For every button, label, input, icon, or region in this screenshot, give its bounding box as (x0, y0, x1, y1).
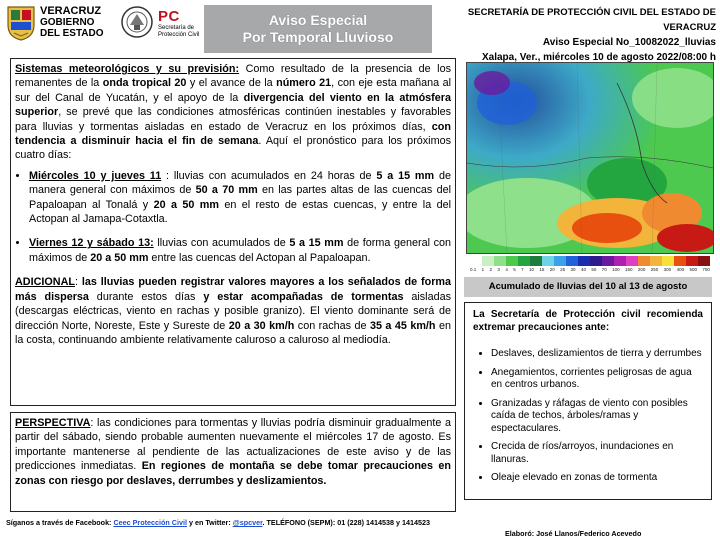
text-run: en la costa, continuando ambiente relativamente caluroso a caluroso al mediodía. (15, 319, 452, 346)
veracruz-shield-icon (6, 5, 36, 41)
legend-swatch (590, 256, 602, 266)
recommendations-head: La Secretaría de Protección civil recomienda extremar precauciones ante: (473, 309, 703, 333)
legend-tick: 250 (650, 267, 659, 272)
legend-swatch (686, 256, 698, 266)
legend-tick: 40 (580, 267, 586, 272)
text-run: durante estos días (88, 290, 204, 303)
banner-line1: Aviso Especial (268, 12, 368, 28)
footer-text: y en Twitter: (186, 518, 233, 527)
pc-subtitle: Secretaría de Protección Civil (158, 25, 200, 38)
legend-tick: 150 (625, 267, 633, 272)
twitter-link[interactable]: @spcver (232, 518, 263, 527)
recommendations-box (464, 302, 712, 500)
text-run: : las condiciones para tormentas y lluvias podría disminuir gradualmente a partir del sábado, siendo probable aumenten nuevamente el miércoles 17 de agosto. Es importante mantenerse al pendiente de las actualizaciones de este aviso y de las predicciones inmediatas. (15, 417, 451, 473)
text-run: : (74, 276, 82, 289)
text-run: . Aquí el pronóstico para los próximos cuatro días: (15, 135, 451, 162)
legend-swatch (626, 256, 638, 266)
veracruz-government-logo (6, 5, 106, 41)
legend-swatch (530, 256, 542, 266)
veracruz-title: VERACRUZ (40, 5, 102, 17)
sistemas-heading: Sistemas meteorológicos y su previsión: (15, 63, 240, 75)
day1-label: Miércoles 10 y jueves 11 (29, 169, 162, 182)
recommendation-item: • Crecida de ríos/arroyos, inundaciones en llanuras. (491, 441, 703, 466)
sistemas-section (10, 58, 456, 406)
legend-swatch (470, 256, 482, 266)
text-run-bold: 20 a 50 mm (90, 251, 149, 264)
text-run: lluvias con acumulados de (153, 237, 290, 250)
text-run-bold: 50 a 70 mm (195, 184, 258, 197)
footer-text: . TELÉFONO (SEPM): 01 (228) 1414538 y 1414523 (262, 518, 430, 527)
recommendation-item: • Granizadas y ráfagas de viento con posibles caída de techos, árboles/ramas y espectaculares. (491, 398, 703, 436)
legend-swatch (602, 256, 614, 266)
text-run-bold: En regiones de montaña se debe tomar precauciones en zonas con riesgo por deslaves, derrumbes y deslizamientos. (15, 460, 451, 487)
legend-swatch (674, 256, 686, 266)
legend-swatch (506, 256, 518, 266)
legend-tick: 4 (505, 267, 508, 272)
text-run-bold: onda tropical 20 (102, 77, 187, 90)
footer-contact (6, 518, 430, 527)
legend-tick: 70 (601, 267, 607, 272)
legend-swatch (638, 256, 650, 266)
text-run: : lluvias con acumulados en 24 horas de (161, 169, 377, 182)
rainfall-map-image (467, 63, 713, 253)
veracruz-sub2: DEL ESTADO (40, 28, 104, 39)
perspectiva-section (10, 412, 456, 512)
facebook-link[interactable]: Ceec Protección Civil (113, 518, 187, 527)
perspectiva-heading: PERSPECTIVA (15, 417, 91, 429)
text-run: en las partes altas de las cuencas del Papaloapan al Tonalá y (29, 184, 451, 211)
legend-swatch (614, 256, 626, 266)
title-banner (204, 5, 432, 53)
legend-swatch (650, 256, 662, 266)
text-run-bold: 20 a 30 km/h (228, 319, 295, 332)
text-run-bold: 5 a 15 mm (289, 237, 344, 250)
legend-swatch (566, 256, 578, 266)
legend-swatch (662, 256, 674, 266)
footer-text: Síganos a través de Facebook: (6, 518, 114, 527)
legend-tick: 50 (591, 267, 597, 272)
recommendation-item: • Anegamientos, corrientes peligrosas de agua en centros urbanos. (491, 367, 703, 392)
text-run: entre las cuencas del Actopan al Papaloapan. (148, 251, 371, 264)
credit-line: Elaboró: José Llanos/Federico Acevedo (505, 529, 642, 538)
forecast-day2 (29, 236, 451, 265)
forecast-list (15, 169, 451, 265)
legend-swatch (578, 256, 590, 266)
legend-tick: 0.1 (470, 267, 477, 272)
legend-tick: 1 (481, 267, 485, 272)
legend-tick: 100 (612, 267, 620, 272)
adicional-heading: ADICIONAL (15, 276, 75, 289)
text-run-bold: y estar acompañadas de tormentas (203, 290, 404, 303)
place-date: Xalapa, Ver., miércoles 10 de agosto 2022/08:00 h (481, 52, 716, 63)
text-run: , se prevé que las condiciones atmosféricas continúen inestables y favorables para lluvias y tormentas aisladas en estado de Veracruz en los próximos días, (15, 106, 451, 133)
text-run-bold: número 21 (276, 77, 332, 90)
legend-tick: 25 (560, 267, 566, 272)
rainfall-legend (470, 256, 710, 266)
legend-ticks (470, 267, 710, 272)
legend-tick: 30 (570, 267, 576, 272)
text-run-bold: 5 a 15 mm (376, 169, 435, 182)
text-run: aisladas (descargas eléctricas, viento en rachas y posible granizo). El viento dominante será de dirección Norte, Noreste, Este y Sureste de (15, 290, 451, 332)
legend-tick: 20 (549, 267, 555, 272)
legend-swatch (698, 256, 710, 266)
legend-swatch (518, 256, 530, 266)
proteccion-civil-logo (120, 5, 200, 41)
legend-tick: 500 (689, 267, 697, 272)
text-run-bold: divergencia del viento en la atmósfera superior (15, 91, 451, 119)
text-run: Como resultado de la presencia de los remanentes de la (15, 63, 451, 90)
recommendations-list (473, 348, 703, 485)
text-run-bold: 35 a 45 km/h (369, 319, 436, 332)
text-run: en el resto de estas cuencas, y entre la del Actopan al Jamapa-Cotaxtla. (29, 198, 451, 226)
veracruz-sub1: GOBIERNO (40, 17, 95, 28)
banner-line2: Por Temporal Lluvioso (242, 29, 394, 45)
rainfall-map (466, 62, 714, 254)
notice-id: Aviso Especial No_10082022_lluvias (542, 37, 716, 48)
legend-tick: 5 (513, 267, 516, 272)
map-caption: Acumulado de lluvias del 10 al 13 de agosto (464, 277, 712, 297)
text-run: de forma general con máximos de (29, 237, 451, 264)
text-run-bold: las lluvias pueden registrar valores mayores a los señalados de forma más dispersa (15, 276, 451, 303)
legend-swatch (494, 256, 506, 266)
legend-tick: 400 (676, 267, 685, 272)
legend-tick: 3 (497, 267, 500, 272)
legend-tick: 700 (702, 267, 710, 272)
legend-tick: 300 (663, 267, 672, 272)
legend-tick: 10 (528, 267, 534, 272)
forecast-day1 (29, 169, 451, 227)
legend-tick: 15 (539, 267, 545, 272)
text-run: y el avance de la (186, 77, 277, 90)
text-run: de manera general con máximos de (29, 169, 451, 197)
agency-name: SECRETARÍA DE PROTECCIÓN CIVIL DEL ESTADO DE VERACRUZ (467, 7, 716, 33)
pc-mark: PC (158, 8, 180, 25)
recommendation-item: • Deslaves, deslizamientos de tierra y derrumbes (491, 348, 703, 361)
header-info (436, 5, 716, 65)
legend-tick: 7 (521, 267, 524, 272)
legend-swatch (554, 256, 566, 266)
legend-swatch (482, 256, 494, 266)
state-seal-icon (120, 5, 154, 39)
text-run-bold: con tendencia a disminuir hacia el fin de semana (15, 120, 451, 148)
text-run: , con eje esta mañana al sur del Canal de Yucatán, y el apoyo de la (15, 77, 451, 104)
day2-label: Viernes 12 y sábado 13: (29, 237, 154, 250)
text-run: con rachas de (294, 319, 370, 332)
legend-tick: 200 (637, 267, 646, 272)
text-run-bold: 20 a 50 mm (153, 198, 219, 211)
legend-swatch (542, 256, 554, 266)
recommendation-item: • Oleaje elevado en zonas de tormenta (491, 472, 703, 485)
legend-tick: 2 (489, 267, 493, 272)
